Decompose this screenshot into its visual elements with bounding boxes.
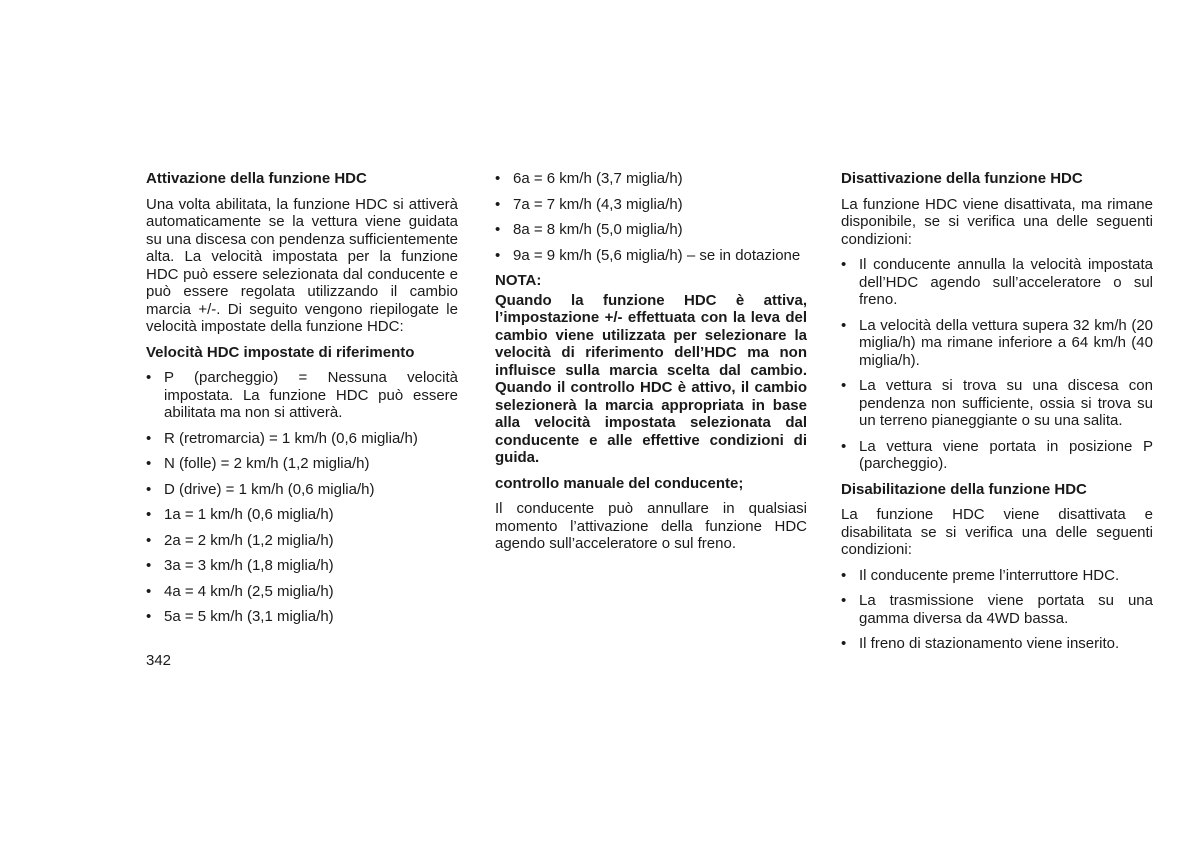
list-item: • 4a = 4 km/h (2,5 miglia/h): [146, 582, 334, 600]
list-item: • La velocità della vettura supera 32 km/h (20 miglia/h) ma rimane inferiore a 64 km/h (40 miglia/h).: [841, 316, 1153, 369]
disabling-paragraph: La funzione HDC viene disattivata e disabilitata se si verifica una delle seguenti condizioni:: [841, 506, 1153, 558]
deactivation-conditions-list: [841, 256, 1153, 473]
list-item: • 8a = 8 km/h (5,0 miglia/h): [495, 221, 683, 238]
list-item: • 1a = 1 km/h (0,6 miglia/h): [146, 506, 334, 523]
list-item: • 6a = 6 km/h (3,7 miglia/h): [495, 170, 683, 187]
note-text: Quando la funzione HDC è attiva, l’impostazione +/- effettuata con la leva del cambio viene utilizzata per selezionare la velocità di riferimento dell’HDC ma non influisce sulla marcia scelta dal cambio. Quando il controllo HDC è attivo, il cambio selezionerà la marcia appropriata in base alla velocità impostata selezionata dal conducente e alle effettive condizioni di guida.: [495, 291, 807, 466]
bullet-icon: •: [146, 480, 152, 498]
list-item: • 3a = 3 km/h (1,8 miglia/h): [146, 557, 334, 574]
list-item: • 9a = 9 km/h (5,6 miglia/h) – se in dotazione: [495, 246, 801, 264]
list-item: • R (retromarcia) = 1 km/h (0,6 miglia/h): [146, 429, 418, 447]
deactivation-paragraph: La funzione HDC viene disattivata, ma rimane disponibile, se si verifica una delle seguenti condizioni:: [841, 195, 1153, 248]
section-subheading-reference-speeds: Velocità HDC impostate di riferimento: [146, 343, 415, 361]
page-number: 342: [146, 652, 172, 669]
section-heading-disabling: Disabilitazione della funzione HDC: [841, 480, 1087, 498]
bullet-icon: •: [841, 437, 847, 455]
bullet-icon: •: [495, 170, 501, 187]
bullet-icon: •: [146, 369, 152, 386]
list-item: • N (folle) = 2 km/h (1,2 miglia/h): [146, 455, 370, 472]
section-heading-activation: Attivazione della funzione HDC: [146, 170, 367, 187]
bullet-icon: •: [841, 316, 847, 334]
bullet-icon: •: [146, 608, 152, 625]
section-heading-deactivation: Disattivazione della funzione HDC: [841, 170, 1083, 187]
bullet-icon: •: [146, 429, 152, 447]
column-middle: [495, 170, 807, 561]
section-heading-manual-control: controllo manuale del conducente;: [495, 474, 744, 492]
bullet-icon: •: [146, 531, 152, 549]
bullet-icon: •: [495, 221, 501, 238]
list-item: • La vettura si trova su una discesa con pendenza non sufficiente, ossia si trova su un terreno pianeggiante o su una salita.: [841, 377, 1153, 429]
list-item: • D (drive) = 1 km/h (0,6 miglia/h): [146, 480, 375, 498]
manual-control-paragraph: Il conducente può annullare in qualsiasi momento l’attivazione della funzione HDC agendo sull’acceleratore o sul freno.: [495, 500, 807, 552]
bullet-icon: •: [841, 566, 847, 584]
disabling-conditions-list: [841, 567, 1153, 653]
list-item: • Il conducente annulla la velocità impostata dell’HDC agendo sull’acceleratore o sul freno.: [841, 256, 1153, 308]
bullet-icon: •: [146, 557, 152, 574]
list-item: • La trasmissione viene portata su una gamma diversa da 4WD bassa.: [841, 592, 1153, 627]
bullet-icon: •: [495, 195, 501, 213]
column-left: [146, 170, 458, 634]
bullet-icon: •: [841, 592, 847, 609]
list-item: • 2a = 2 km/h (1,2 miglia/h): [146, 531, 334, 549]
list-item: • La vettura viene portata in posizione P (parcheggio).: [841, 437, 1153, 472]
reference-speeds-list-continued: [495, 170, 807, 264]
list-item: • P (parcheggio) = Nessuna velocità impostata. La funzione HDC può essere abilitata ma non si attiverà.: [146, 369, 458, 421]
bullet-icon: •: [146, 506, 152, 523]
list-item: • Il conducente preme l’interruttore HDC.: [841, 566, 1120, 584]
note-label: NOTA:: [495, 272, 542, 289]
bullet-icon: •: [146, 455, 152, 472]
list-item: • 5a = 5 km/h (3,1 miglia/h): [146, 608, 334, 625]
bullet-icon: •: [841, 377, 847, 394]
activation-paragraph: Una volta abilitata, la funzione HDC si attiverà automaticamente se la vettura viene guidata su una discesa con pendenza sufficientemente alta. La velocità impostata per la funzione HDC può essere selezionata dal conducente e può essere regolata utilizzando il cambio marcia +/-. Di seguito vengono riepilogate le velocità impostate della funzione HDC:: [146, 195, 458, 335]
bullet-icon: •: [146, 582, 152, 600]
bullet-icon: •: [841, 256, 847, 273]
bullet-icon: •: [495, 246, 501, 264]
reference-speeds-list: [146, 369, 458, 626]
list-item: • 7a = 7 km/h (4,3 miglia/h): [495, 195, 683, 213]
column-right: [841, 170, 1153, 661]
list-item: • Il freno di stazionamento viene inserito.: [841, 635, 1120, 652]
bullet-icon: •: [841, 635, 847, 652]
